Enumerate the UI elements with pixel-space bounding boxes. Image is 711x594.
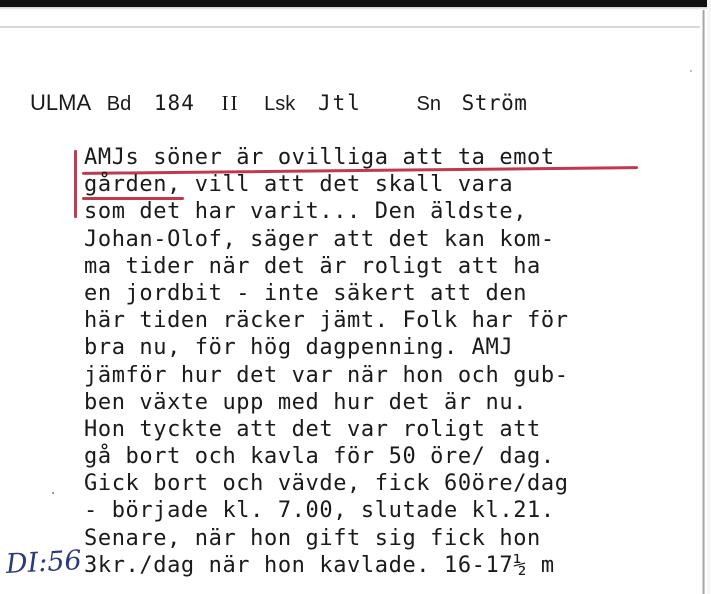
text-line: som det har varit... Den äldste, (84, 199, 528, 225)
card-right-edge (702, 10, 705, 594)
card-header (30, 88, 527, 118)
text-line: bra nu, för hög dagpenning. AMJ (84, 335, 514, 361)
scan-right-margin (707, 0, 711, 594)
text-line: Gick bort och vävde, fick 60öre/dag (84, 471, 569, 497)
text-line: ma tider när det är roligt att ha (84, 253, 541, 279)
text-line: Johan-Olof, säger att det kan kom- (84, 226, 555, 252)
handwritten-margin-note: DI:56 (5, 545, 83, 580)
volume-label: Bd (106, 93, 132, 115)
text-line: ben växte upp med hur det är nu. (84, 389, 528, 415)
text-line: 3kr./dag när hon kavlade. 16-17½ m (84, 552, 555, 578)
scan-speck (52, 492, 54, 494)
text-line: Senare, när hon gift sig fick hon (84, 525, 541, 551)
county-value: Jtl (317, 91, 362, 115)
text-line: Hon tyckte att det var roligt att (84, 416, 541, 442)
text-line: här tiden räcker jämt. Folk har för (84, 308, 569, 334)
text-line: AMJs söner är ovilliga att ta emot (84, 145, 555, 170)
archive-code: ULMA (30, 90, 92, 115)
text-line: - började kl. 7.00, slutade kl.21. (84, 498, 555, 524)
county-label: Lsk (264, 93, 296, 115)
volume-number: 184 (153, 91, 195, 115)
parish-value: Ström (461, 91, 528, 115)
parish-label: Sn (416, 93, 441, 115)
text-line: gården, vill att det skall vara (84, 172, 514, 198)
text-line: jämför hur det var när hon och gub- (84, 362, 569, 388)
scan-speck (690, 70, 692, 72)
text-line: en jordbit - inte säkert att den (84, 280, 528, 306)
card-body-text (84, 144, 684, 579)
scan-top-shadow (0, 7, 711, 10)
card-top-edge (0, 26, 700, 28)
text-line: gå bort och kavla för 50 öre/ dag. (84, 444, 555, 470)
volume-part: II (221, 91, 240, 115)
red-margin-mark (74, 150, 77, 218)
scan-top-border (0, 0, 711, 7)
